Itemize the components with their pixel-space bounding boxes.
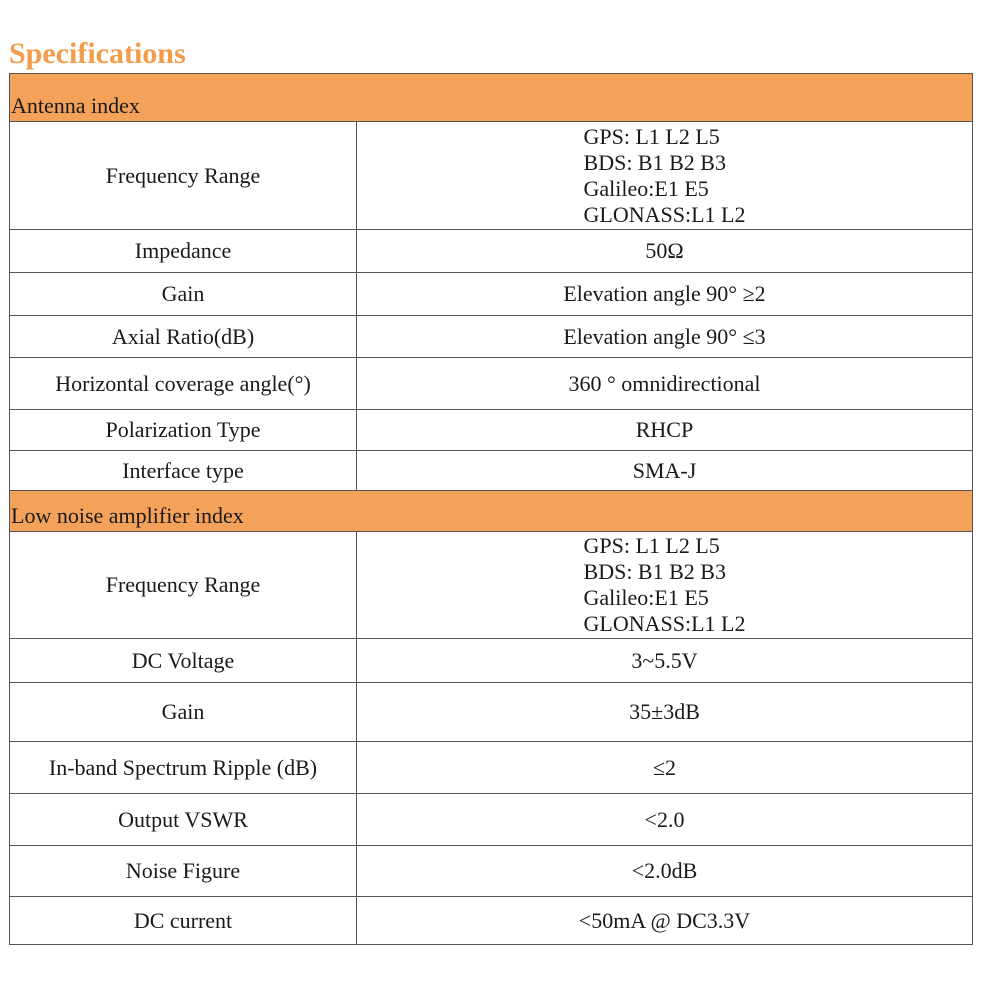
spec-label: Gain xyxy=(10,273,357,316)
spec-value xyxy=(357,532,973,639)
table-row xyxy=(10,316,973,358)
spec-label: Output VSWR xyxy=(10,794,357,846)
table-row xyxy=(10,532,973,639)
table-row xyxy=(10,451,973,491)
spec-label: Frequency Range xyxy=(10,122,357,230)
spec-value: Elevation angle 90° ≥2 xyxy=(357,273,973,316)
table-row xyxy=(10,230,973,273)
frequency-list xyxy=(584,124,746,228)
spec-label: Noise Figure xyxy=(10,846,357,897)
table-row xyxy=(10,794,973,846)
spec-label: Impedance xyxy=(10,230,357,273)
spec-value: <50mA @ DC3.3V xyxy=(357,897,973,945)
spec-value xyxy=(357,122,973,230)
table-row xyxy=(10,683,973,742)
spec-value: RHCP xyxy=(357,410,973,451)
spec-label: DC Voltage xyxy=(10,639,357,683)
spec-label: Polarization Type xyxy=(10,410,357,451)
frequency-line: BDS: B1 B2 B3 xyxy=(583,149,726,175)
frequency-line: GLONASS:L1 L2 xyxy=(583,201,746,227)
table-row xyxy=(10,846,973,897)
spec-value: 50Ω xyxy=(357,230,973,273)
frequency-line: GPS: L1 L2 L5 xyxy=(583,533,720,558)
table-row xyxy=(10,742,973,794)
section-header-row xyxy=(10,74,973,122)
frequency-line: BDS: B1 B2 B3 xyxy=(583,559,726,584)
frequency-line: Galileo:E1 E5 xyxy=(583,585,709,610)
spec-label: In-band Spectrum Ripple (dB) xyxy=(10,742,357,794)
spec-value: <2.0dB xyxy=(357,846,973,897)
section-header-lna: Low noise amplifier index xyxy=(10,491,973,532)
spec-label: Frequency Range xyxy=(10,532,357,639)
spec-value: 35±3dB xyxy=(357,683,973,742)
table-row xyxy=(10,410,973,451)
table-row xyxy=(10,122,973,230)
spec-value: Elevation angle 90° ≤3 xyxy=(357,316,973,358)
spec-label: DC current xyxy=(10,897,357,945)
frequency-line: Galileo:E1 E5 xyxy=(583,175,709,201)
frequency-line: GPS: L1 L2 L5 xyxy=(583,123,720,149)
spec-label: Axial Ratio(dB) xyxy=(10,316,357,358)
page-title: Specifications xyxy=(9,37,186,70)
frequency-list xyxy=(584,533,746,637)
spec-value: SMA-J xyxy=(357,451,973,491)
spec-label: Interface type xyxy=(10,451,357,491)
spec-value: ≤2 xyxy=(357,742,973,794)
specifications-table xyxy=(9,73,973,945)
table-row xyxy=(10,273,973,316)
section-header-row xyxy=(10,491,973,532)
frequency-line: GLONASS:L1 L2 xyxy=(583,611,746,636)
spec-value: 3~5.5V xyxy=(357,639,973,683)
table-row xyxy=(10,358,973,410)
spec-label: Horizontal coverage angle(°) xyxy=(10,358,357,410)
table-row xyxy=(10,897,973,945)
table-row xyxy=(10,639,973,683)
spec-value: 360 ° omnidirectional xyxy=(357,358,973,410)
spec-value: <2.0 xyxy=(357,794,973,846)
section-header-antenna: Antenna index xyxy=(10,74,973,122)
spec-label: Gain xyxy=(10,683,357,742)
